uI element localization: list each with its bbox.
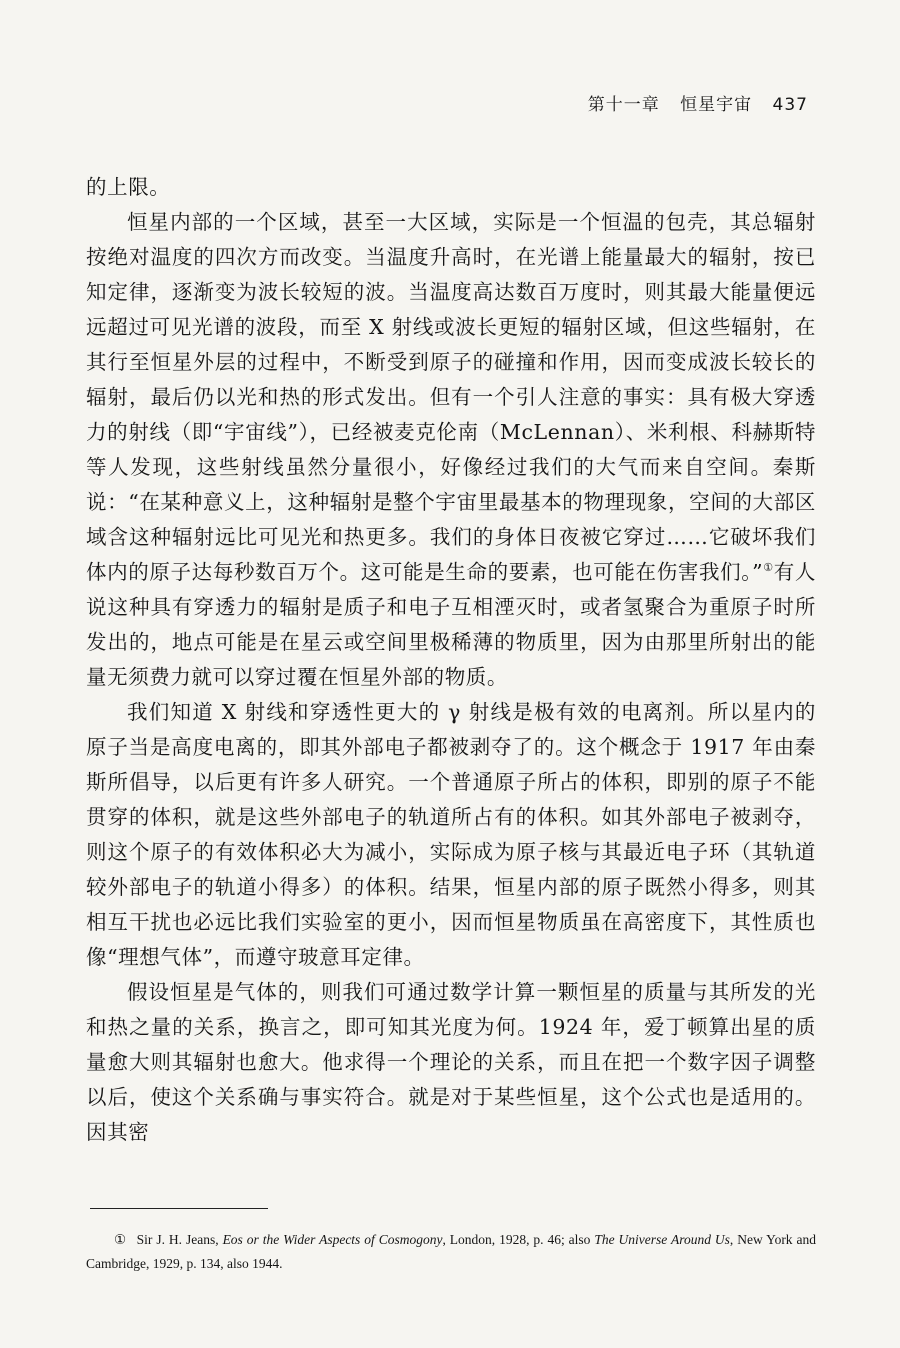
running-header <box>588 90 808 115</box>
chapter-title: 恒星宇宙 <box>680 95 753 115</box>
paragraph-text: 恒星内部的一个区域，甚至一大区域，实际是一个恒温的包壳，其总辐射按绝对温度的四次方而改变。当温度升高时，在光谱上能量最大的辐射，按已知定律，逐渐变为波长较短的波。当温度高达数百万度时，则其最大能量便远远超过可见光谱的波段，而至 X 射线或波长更短的辐射区域，但这些辐射，在其行至恒星外层的过程中，不断受到原子的碰撞和作用，因而变成波长较长的辐射，最后仍以光和热的形式发出。但有一个引人注意的事实：具有极大穿透力的射线（即“宇宙线”），已经被麦克伦南（McLennan）、米利根、科赫斯特等人发现，这些射线虽然分量很小，好像经过我们的大气而来自空间。秦斯说：“在某种意义上，这种辐射是整个宇宙里最基本的物理现象，空间的大部区域含这种辐射远比可见光和热更多。我们的身体日夜被它穿过……它破坏我们体内的原子达每秒数百万个。这可能是生命的要素，也可能在伤害我们。” <box>86 210 816 584</box>
footnote-mark: ① <box>114 1232 127 1247</box>
body-text <box>86 170 816 1150</box>
paragraph-continuation: 的上限。 <box>86 175 171 199</box>
paragraph-ionization: 我们知道 X 射线和穿透性更大的 γ 射线是极有效的电离剂。所以星内的原子当是高度电离的，即其外部电子都被剥夺了的。这个概念于 1917 年由秦斯所倡导，以后更有许多人研究。一个普通原子所占的体积，即别的原子不能贯穿的体积，就是这些外部电子的轨道所占有的体积。如其外部电子被剥夺，则这个原子的有效体积必大为减小，实际成为原子核与其最近电子环（其轨道较外部电子的轨道小得多）的体积。结果，恒星内部的原子既然小得多，则其相互干扰也必远比我们实验室的更小，因而恒星物质虽在高密度下，其性质也像“理想气体”，而遵守玻意耳定律。 <box>86 700 816 969</box>
footnote-book-title: The Universe Around Us <box>594 1232 730 1247</box>
paragraph-text: 有人说这种具有穿透力的辐射是质子和电子互相湮灭时，或者氢聚合为重原子时所发出的，地点可能是在星云或空间里极稀薄的物质里，因为由那里所射出的能量无须费力就可以穿过覆在恒星外部的物质。 <box>86 560 817 689</box>
chapter-label: 第十一章 <box>587 95 660 115</box>
footnote-reference[interactable]: ① <box>763 561 774 575</box>
footnote-book-title: Eos or the Wider Aspects of Cosmogony <box>222 1232 443 1247</box>
footnote <box>86 1228 816 1276</box>
paragraph-mass-luminosity: 假设恒星是气体的，则我们可通过数学计算一颗恒星的质量与其所发的光和热之量的关系，换言之，即可知其光度为何。1924 年，爱丁顿算出星的质量愈大则其辐射也愈大。他求得一个理论的关系，而且在把一个数字因子调整以后，使这个关系确与事实符合。就是对于某些恒星，这个公式也是适用的。因其密 <box>86 980 816 1144</box>
footnote-publication: , New York and Cambridge, 1929, p. 134, also 1944. <box>86 1232 816 1271</box>
footnote-author: Sir J. H. Jeans, <box>136 1232 223 1247</box>
footnote-publication: , London, 1928, p. 46; also <box>442 1232 595 1247</box>
footnote-divider <box>90 1208 268 1209</box>
paragraph-radiation <box>86 205 816 695</box>
page-number: 437 <box>772 95 808 115</box>
